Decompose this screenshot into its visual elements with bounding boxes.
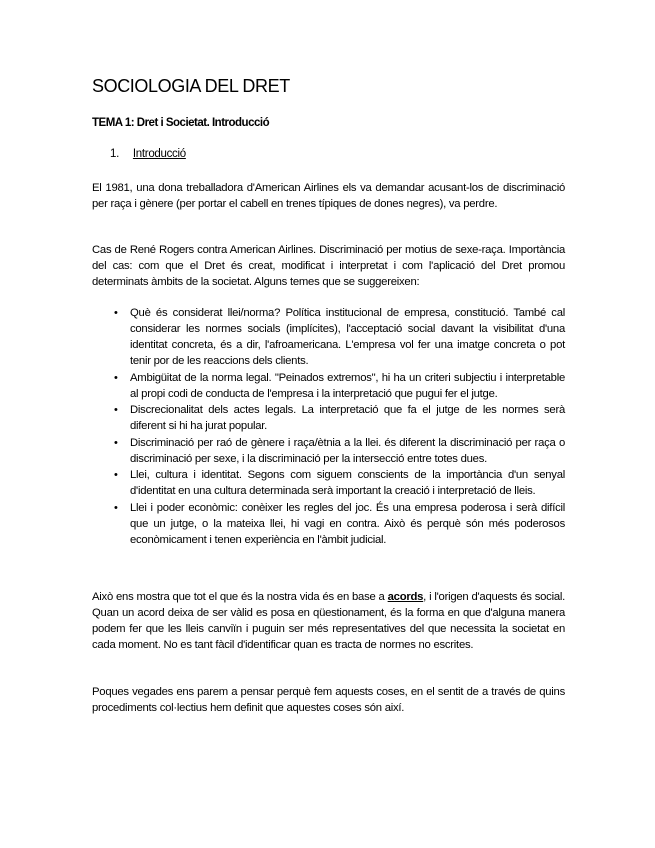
list-item — [92, 500, 565, 548]
bullet-icon: • — [114, 371, 118, 384]
section-heading — [110, 148, 186, 160]
list-item — [92, 467, 565, 499]
emphasis-agreements: acords — [387, 591, 424, 603]
bullet-icon: • — [114, 307, 118, 319]
bullet-icon: • — [114, 469, 118, 481]
section-label: Introducció — [132, 148, 186, 160]
paragraph-agreements-start: Això ens mostra que tot el que és la nostra vida és en base a — [92, 591, 388, 603]
paragraph-agreements — [92, 589, 565, 653]
bullet-icon: • — [114, 501, 118, 514]
list-item-text: Llei, cultura i identitat. Segons com siguem conscients de la importància d'un senyal d'identitat en una cultura determinada serà important la creació i interpretació de lleis. — [130, 469, 565, 497]
section-number: 1. — [110, 148, 119, 160]
document-title: SOCIOLOGIA DEL DRET — [92, 76, 290, 96]
list-item — [92, 402, 565, 434]
list-item-text: Llei i poder econòmic: conèixer les regles del joc. És una empresa poderosa i serà difícil que un jutge, o la mateixa llei, hi vagi en contra. Això és perquè són més poderosos econòmicament i tenen experiència en l'àmbit judicial. — [130, 501, 565, 546]
list-item — [92, 370, 565, 402]
topics-list — [92, 305, 565, 548]
list-item-text: Què és considerat llei/norma? Política institucional de empresa, constitució. També cal considerar les normes socials (implícites), l'acceptació social davant la visibilitat d'una identitat concreta, és a dir, l'afroamericana. L'empresa vol fer una imatge concreta o pot tenir por de les reaccions dels clients. — [130, 307, 565, 367]
paragraph-intro: El 1981, una dona treballadora d'American Airlines els va demandar acusant-los de discriminació per raça i gènere (per portar el cabell en trenes típiques de dones negres), va perdre. — [92, 182, 565, 210]
bullet-icon: • — [114, 404, 118, 416]
paragraph-case: Cas de René Rogers contra American Airlines. Discriminació per motius de sexe-raça. Importància del cas: com que el Dret és creat, modificat i interpretat i com l'aplicació del Dret promou determinats àmbits de la societat. Alguns temes que se suggereixen: — [92, 244, 565, 288]
list-item — [92, 305, 565, 369]
paragraph-agreements-end: , i l'origen d'aquests és social. Quan un acord deixa de ser vàlid es posa en qüestionament, és la forma en que d'alguna manera podem fer que les lleis canviïn i puguin ser més representatives del que necessita la societat en cada moment. No es tant fàcil d'identificar quan es tracta de normes no escrites. — [92, 591, 566, 651]
bullet-icon: • — [114, 436, 118, 449]
topic-heading: TEMA 1: Dret i Societat. Introducció — [92, 117, 270, 129]
list-item-text: Ambigüitat de la norma legal. "Peinados extremos", hi ha un criteri subjectiu i interpretable al propi codi de conducta de l'empresa i la interpretació que pugui fer el jutge. — [130, 371, 565, 400]
list-item-text: Discriminació per raó de gènere i raça/ètnia a la llei. és diferent la discriminació per raça o discriminació per sexe, i la discriminació per la intersecció entre totes dues. — [130, 436, 565, 465]
paragraph-closing: Poques vegades ens parem a pensar perquè fem aquests coses, en el sentit de a través de quins procediments col·lectius hem definit que aquestes coses són així. — [92, 686, 565, 714]
list-item — [92, 435, 565, 467]
list-item-text: Discrecionalitat dels actes legals. La interpretació que fa el jutge de les normes serà diferent si hi ha jurat popular. — [130, 404, 565, 432]
